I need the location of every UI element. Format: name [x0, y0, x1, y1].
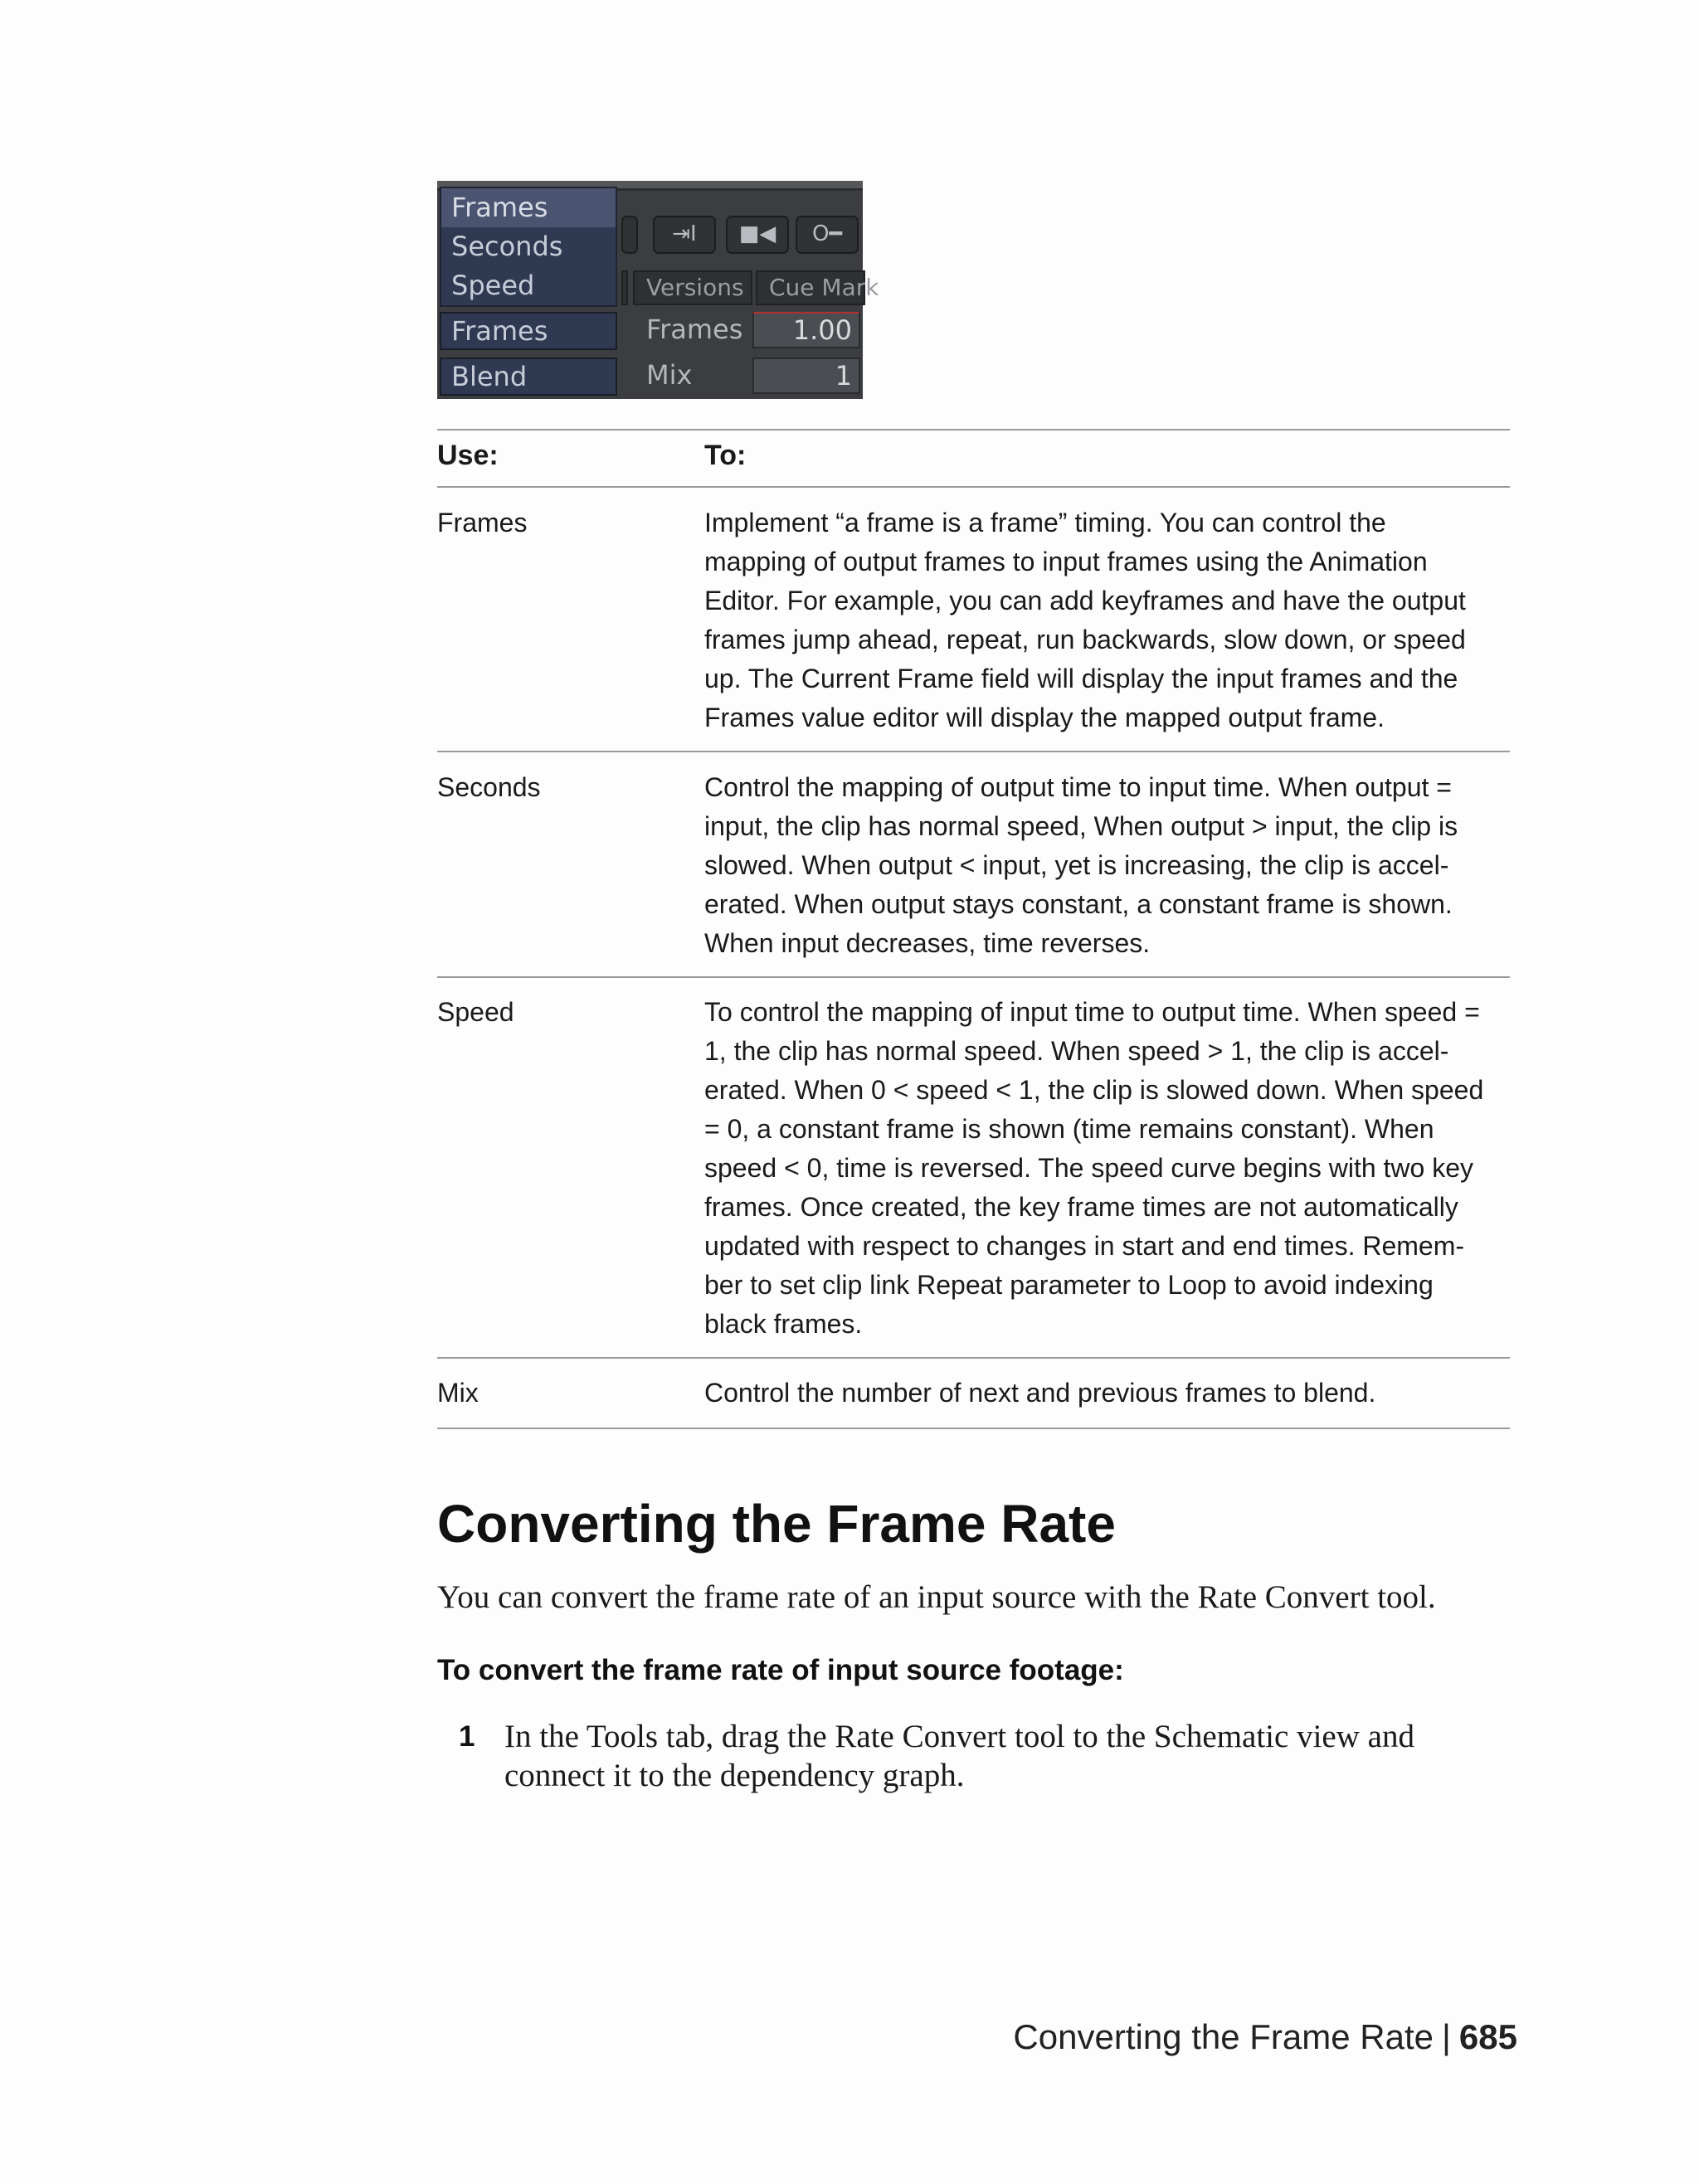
timing-mode-field[interactable]: Frames: [440, 312, 617, 350]
table-header-rule: [437, 486, 1510, 488]
table-bottom-rule: [437, 1428, 1510, 1429]
step-number: 1: [459, 1720, 475, 1753]
section-heading: Converting the Frame Rate: [437, 1494, 1116, 1554]
dropdown-option-frames[interactable]: Frames: [441, 188, 616, 227]
set-out-button[interactable]: [653, 216, 716, 254]
blend-field[interactable]: Blend: [440, 358, 617, 396]
procedure-title: To convert the frame rate of input source footage:: [437, 1654, 1124, 1686]
footer-separator: |: [1442, 2017, 1451, 2056]
table-row-to: Control the number of next and previous frames to blend.: [704, 1378, 1376, 1408]
mix-value-field[interactable]: 1: [752, 358, 860, 394]
frames-label: Frames: [646, 314, 743, 345]
table-header-to: To:: [704, 440, 747, 471]
table-row-rule: [437, 751, 1510, 752]
table-row-to: Implement “a frame is a frame” timing. You can control the mapping of output frames to input frames using the Animation Editor. For example, you can add keyframes and have the output frames jump ahead, repeat, run backwards, slow down, or speed up. The Current Frame field will display the input frames and the Frames value editor will display the mapped output frame.: [704, 508, 1466, 732]
tab-versions[interactable]: Versions: [633, 270, 752, 305]
tab-cue-mark[interactable]: Cue Mark: [756, 270, 865, 305]
table-row-to: To control the mapping of input time to output time. When speed = 1, the clip has normal speed. When speed > 1, the clip is accel-erated. When 0 < speed < 1, the clip is slowed down. When speed = 0, a constant frame is shown (time remains constant). When speed < 0, time is reversed. The speed curve begins with two key frames. Once created, the key frame times are not automatically updated with respect to changes in start and end times. Remem-ber to set clip link Repeat parameter to Loop to avoid indexing black frames.: [704, 997, 1484, 1339]
toolbar-button-partial[interactable]: [621, 216, 638, 254]
step-text: In the Tools tab, drag the Rate Convert tool to the Schematic view and connect it to the dependency graph.: [504, 1719, 1414, 1793]
timing-mode-dropdown[interactable]: [440, 187, 617, 307]
set-in-icon: ■◀: [738, 221, 776, 246]
key-button[interactable]: [796, 216, 859, 254]
table-top-rule: [437, 429, 1510, 430]
page-number: 685: [1458, 2017, 1517, 2056]
table-row-rule: [437, 1357, 1510, 1359]
footer-section-title: Converting the Frame Rate: [1013, 2017, 1434, 2056]
key-icon: O━: [811, 221, 843, 246]
table-row-use: Seconds: [437, 772, 541, 802]
tab-partial[interactable]: [621, 270, 628, 305]
table-row-rule: [437, 976, 1510, 978]
dropdown-option-seconds[interactable]: Seconds: [451, 231, 563, 262]
table-row-to: Control the mapping of output time to input time. When output = input, the clip has normal speed, When output > input, the clip is slowed. When output < input, yet is increasing, the clip is accel-erated. When output stays constant, a constant frame is shown. When input decreases, time reverses.: [704, 772, 1458, 958]
table-row-use: Mix: [437, 1378, 479, 1408]
frames-value-field[interactable]: 1.00: [752, 312, 860, 348]
mix-label: Mix: [646, 359, 693, 391]
table-row-use: Frames: [437, 508, 528, 537]
ui-screenshot: [437, 181, 879, 399]
dropdown-option-speed[interactable]: Speed: [451, 270, 535, 301]
intro-paragraph: You can convert the frame rate of an input source with the Rate Convert tool.: [437, 1579, 1436, 1615]
table-row-use: Speed: [437, 997, 514, 1027]
table-header-use: Use:: [437, 440, 499, 471]
page-footer: [1013, 2017, 1517, 2057]
set-out-icon: ⇥I: [672, 221, 697, 246]
set-in-button[interactable]: [726, 216, 789, 254]
